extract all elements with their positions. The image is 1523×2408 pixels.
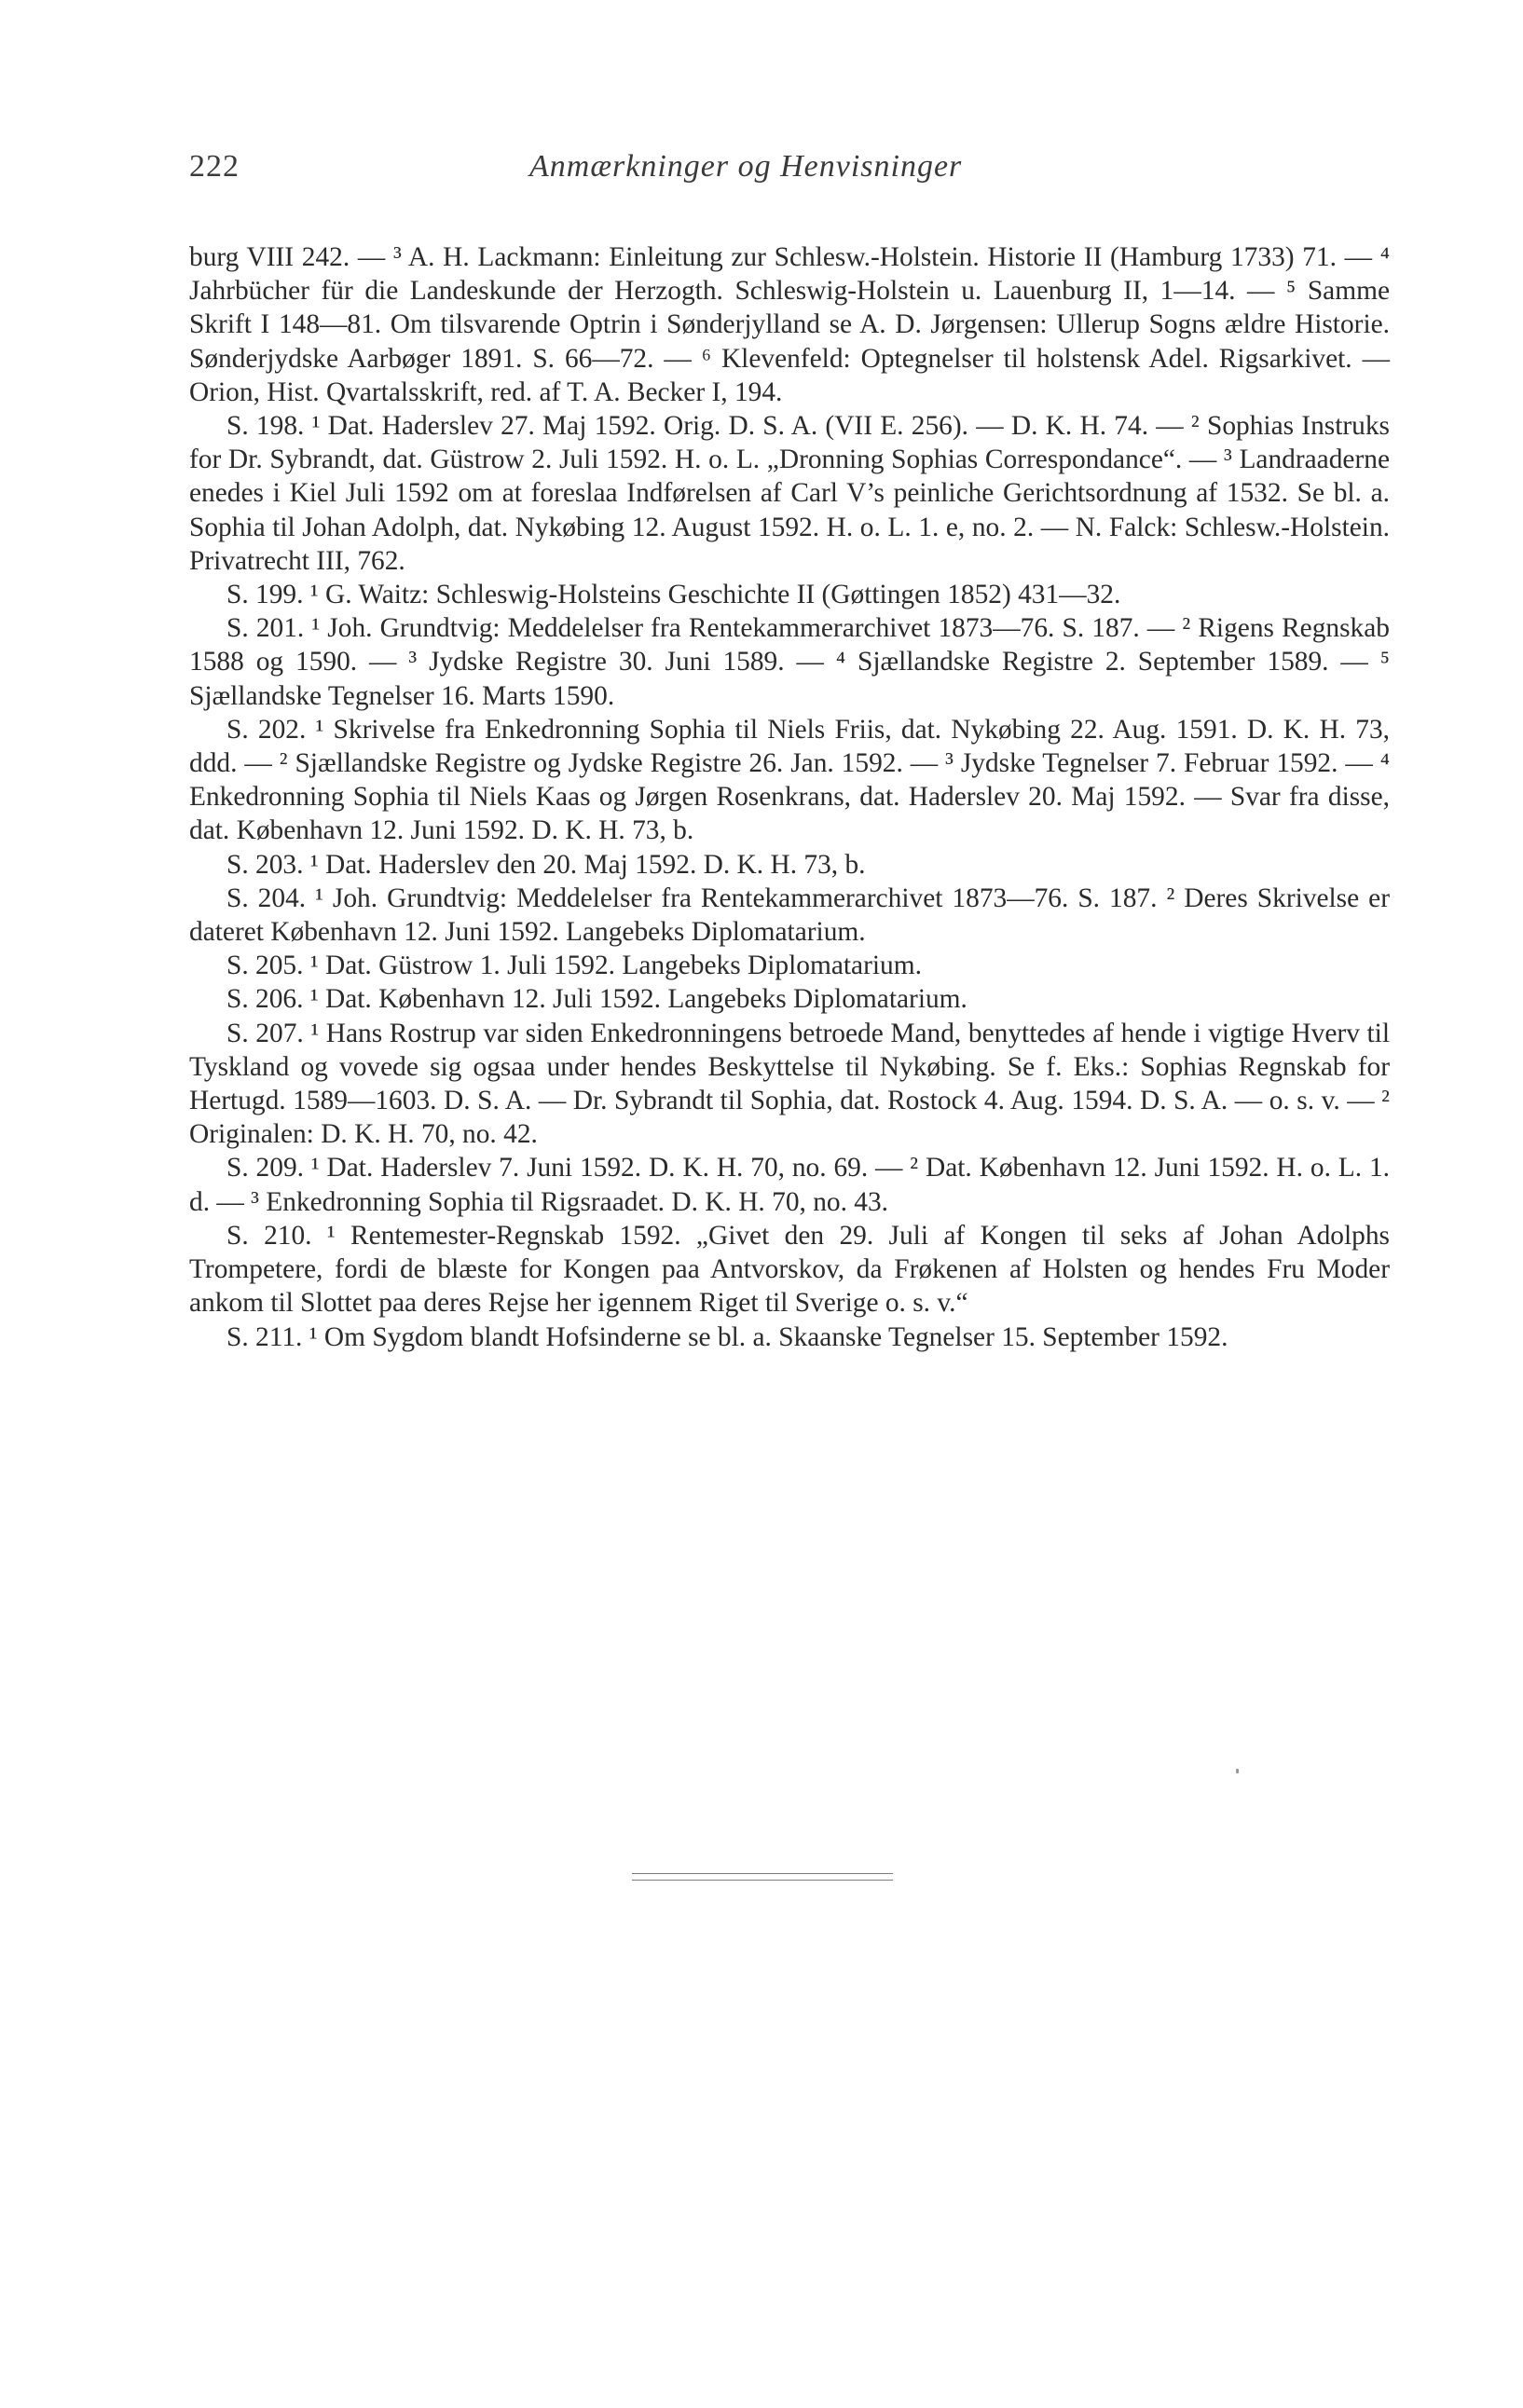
note-s207: S. 207. ¹ Hans Rostrup var siden Enkedronningens betroede Mand, benyttedes af hende i vigtige Hverv til Tyskland og vovede sig ogsaa under hendes Beskyttelse til Nykøbing. Se f. Eks.: Sophias Regnskab for Hertugd. 1589—1603. D. S. A. — Dr. Sybrandt til Sophia, dat. Rostock 4. Aug. 1594. D. S. A. — o. s. v. — ² Originalen: D. K. H. 70, no. 42. xyxy=(189,1018,1390,1150)
note-s198: S. 198. ¹ Dat. Haderslev 27. Maj 1592. Orig. D. S. A. (VII E. 256). — D. K. H. 74. — ² Sophias Instruks for Dr. Sybrandt, dat. Güstrow 2. Juli 1592. H. o. L. „Dronning Sophias Correspondance“. — ³ Landraaderne enedes i Kiel Juli 1592 om at foreslaa Indførelsen af Carl V’s peinliche Gerichtsordnung af 1532. Se bl. a. Sophia til Johan Adolph, dat. Nykøbing 12. August 1592. H. o. L. 1. e, no. 2. — N. Falck: Schlesw.-Holstein. Privatrecht III, 762. xyxy=(189,411,1390,576)
page-header xyxy=(189,149,1392,196)
end-rule-bottom xyxy=(632,1880,893,1881)
note-s210: S. 210. ¹ Rentemester-Regnskab 1592. „Givet den 29. Juli af Kongen til seks af Johan Adolphs Trompetere, fordi de blæste for Kongen paa Antvorskov, da Frøkenen af Holsten og hendes Fru Moder ankom til Slottet paa deres Rejse her igennem Riget til Sverige o. s. v.“ xyxy=(189,1220,1390,1319)
end-rule-top xyxy=(632,1873,893,1874)
page-number: 222 xyxy=(189,149,240,184)
note-s205: S. 205. ¹ Dat. Güstrow 1. Juli 1592. Langebeks Diplomatarium. xyxy=(226,951,922,981)
note-s202: S. 202. ¹ Skrivelse fra Enkedronning Sophia til Niels Friis, dat. Nykøbing 22. Aug. 1591. D. K. H. 73, ddd. — ² Sjællandske Registre og Jydske Registre 26. Jan. 1592. — ³ Jydske Tegnelser 7. Februar 1592. — ⁴ Enkedronning Sophia til Niels Kaas og Jørgen Rosenkrans, dat. Haderslev 20. Maj 1592. — Svar fra disse, dat. København 12. Juni 1592. D. K. H. 73, b. xyxy=(189,714,1390,846)
note-s203: S. 203. ¹ Dat. Haderslev den 20. Maj 1592. D. K. H. 73, b. xyxy=(226,849,866,880)
notes-body xyxy=(189,240,1390,1354)
print-speck xyxy=(1236,1769,1239,1773)
note-continuation: burg VIII 242. — ³ A. H. Lackmann: Einleitung zur Schlesw.-Holstein. Historie II (Hamburg 1733) 71. — ⁴ Jahrbücher für die Landeskunde der Herzogth. Schleswig-Holstein u. Lauenburg II, 1—14. — ⁵ Samme Skrift I 148—81. Om tilsvarende Optrin i Sønderjylland se A. D. Jørgensen: Ullerup Sogns ældre Historie. Sønderjydske Aarbøger 1891. S. 66—72. — ⁶ Klevenfeld: Optegnelser til holstensk Adel. Rigsarkivet. — Orion, Hist. Qvartalsskrift, red. af T. A. Becker I, 194. xyxy=(189,242,1390,407)
note-s209: S. 209. ¹ Dat. Haderslev 7. Juni 1592. D. K. H. 70, no. 69. — ² Dat. København 12. Juni 1592. H. o. L. 1. d. — ³ Enkedronning Sophia til Rigsraadet. D. K. H. 70, no. 43. xyxy=(189,1153,1390,1217)
note-s204: S. 204. ¹ Joh. Grundtvig: Meddelelser fra Rentekammerarchivet 1873—76. S. 187. ² Deres Skrivelse er dateret København 12. Juni 1592. Langebeks Diplomatarium. xyxy=(189,882,1390,948)
note-s199: S. 199. ¹ G. Waitz: Schleswig-Holsteins Geschichte II (Gøttingen 1852) 431—32. xyxy=(226,580,1121,610)
note-s206: S. 206. ¹ Dat. København 12. Juli 1592. Langebeks Diplomatarium. xyxy=(226,984,967,1015)
note-s211: S. 211. ¹ Om Sygdom blandt Hofsinderne se bl. a. Skaanske Tegnelser 15. September 1592. xyxy=(226,1321,1228,1352)
note-s201: S. 201. ¹ Joh. Grundtvig: Meddelelser fra Rentekammerarchivet 1873—76. S. 187. — ² Rigens Regnskab 1588 og 1590. — ³ Jydske Registre 30. Juni 1589. — ⁴ Sjællandske Registre 2. September 1589. — ⁵ Sjællandske Tegnelser 16. Marts 1590. xyxy=(189,613,1390,711)
running-title: Anmærkninger og Henvisninger xyxy=(529,149,963,184)
